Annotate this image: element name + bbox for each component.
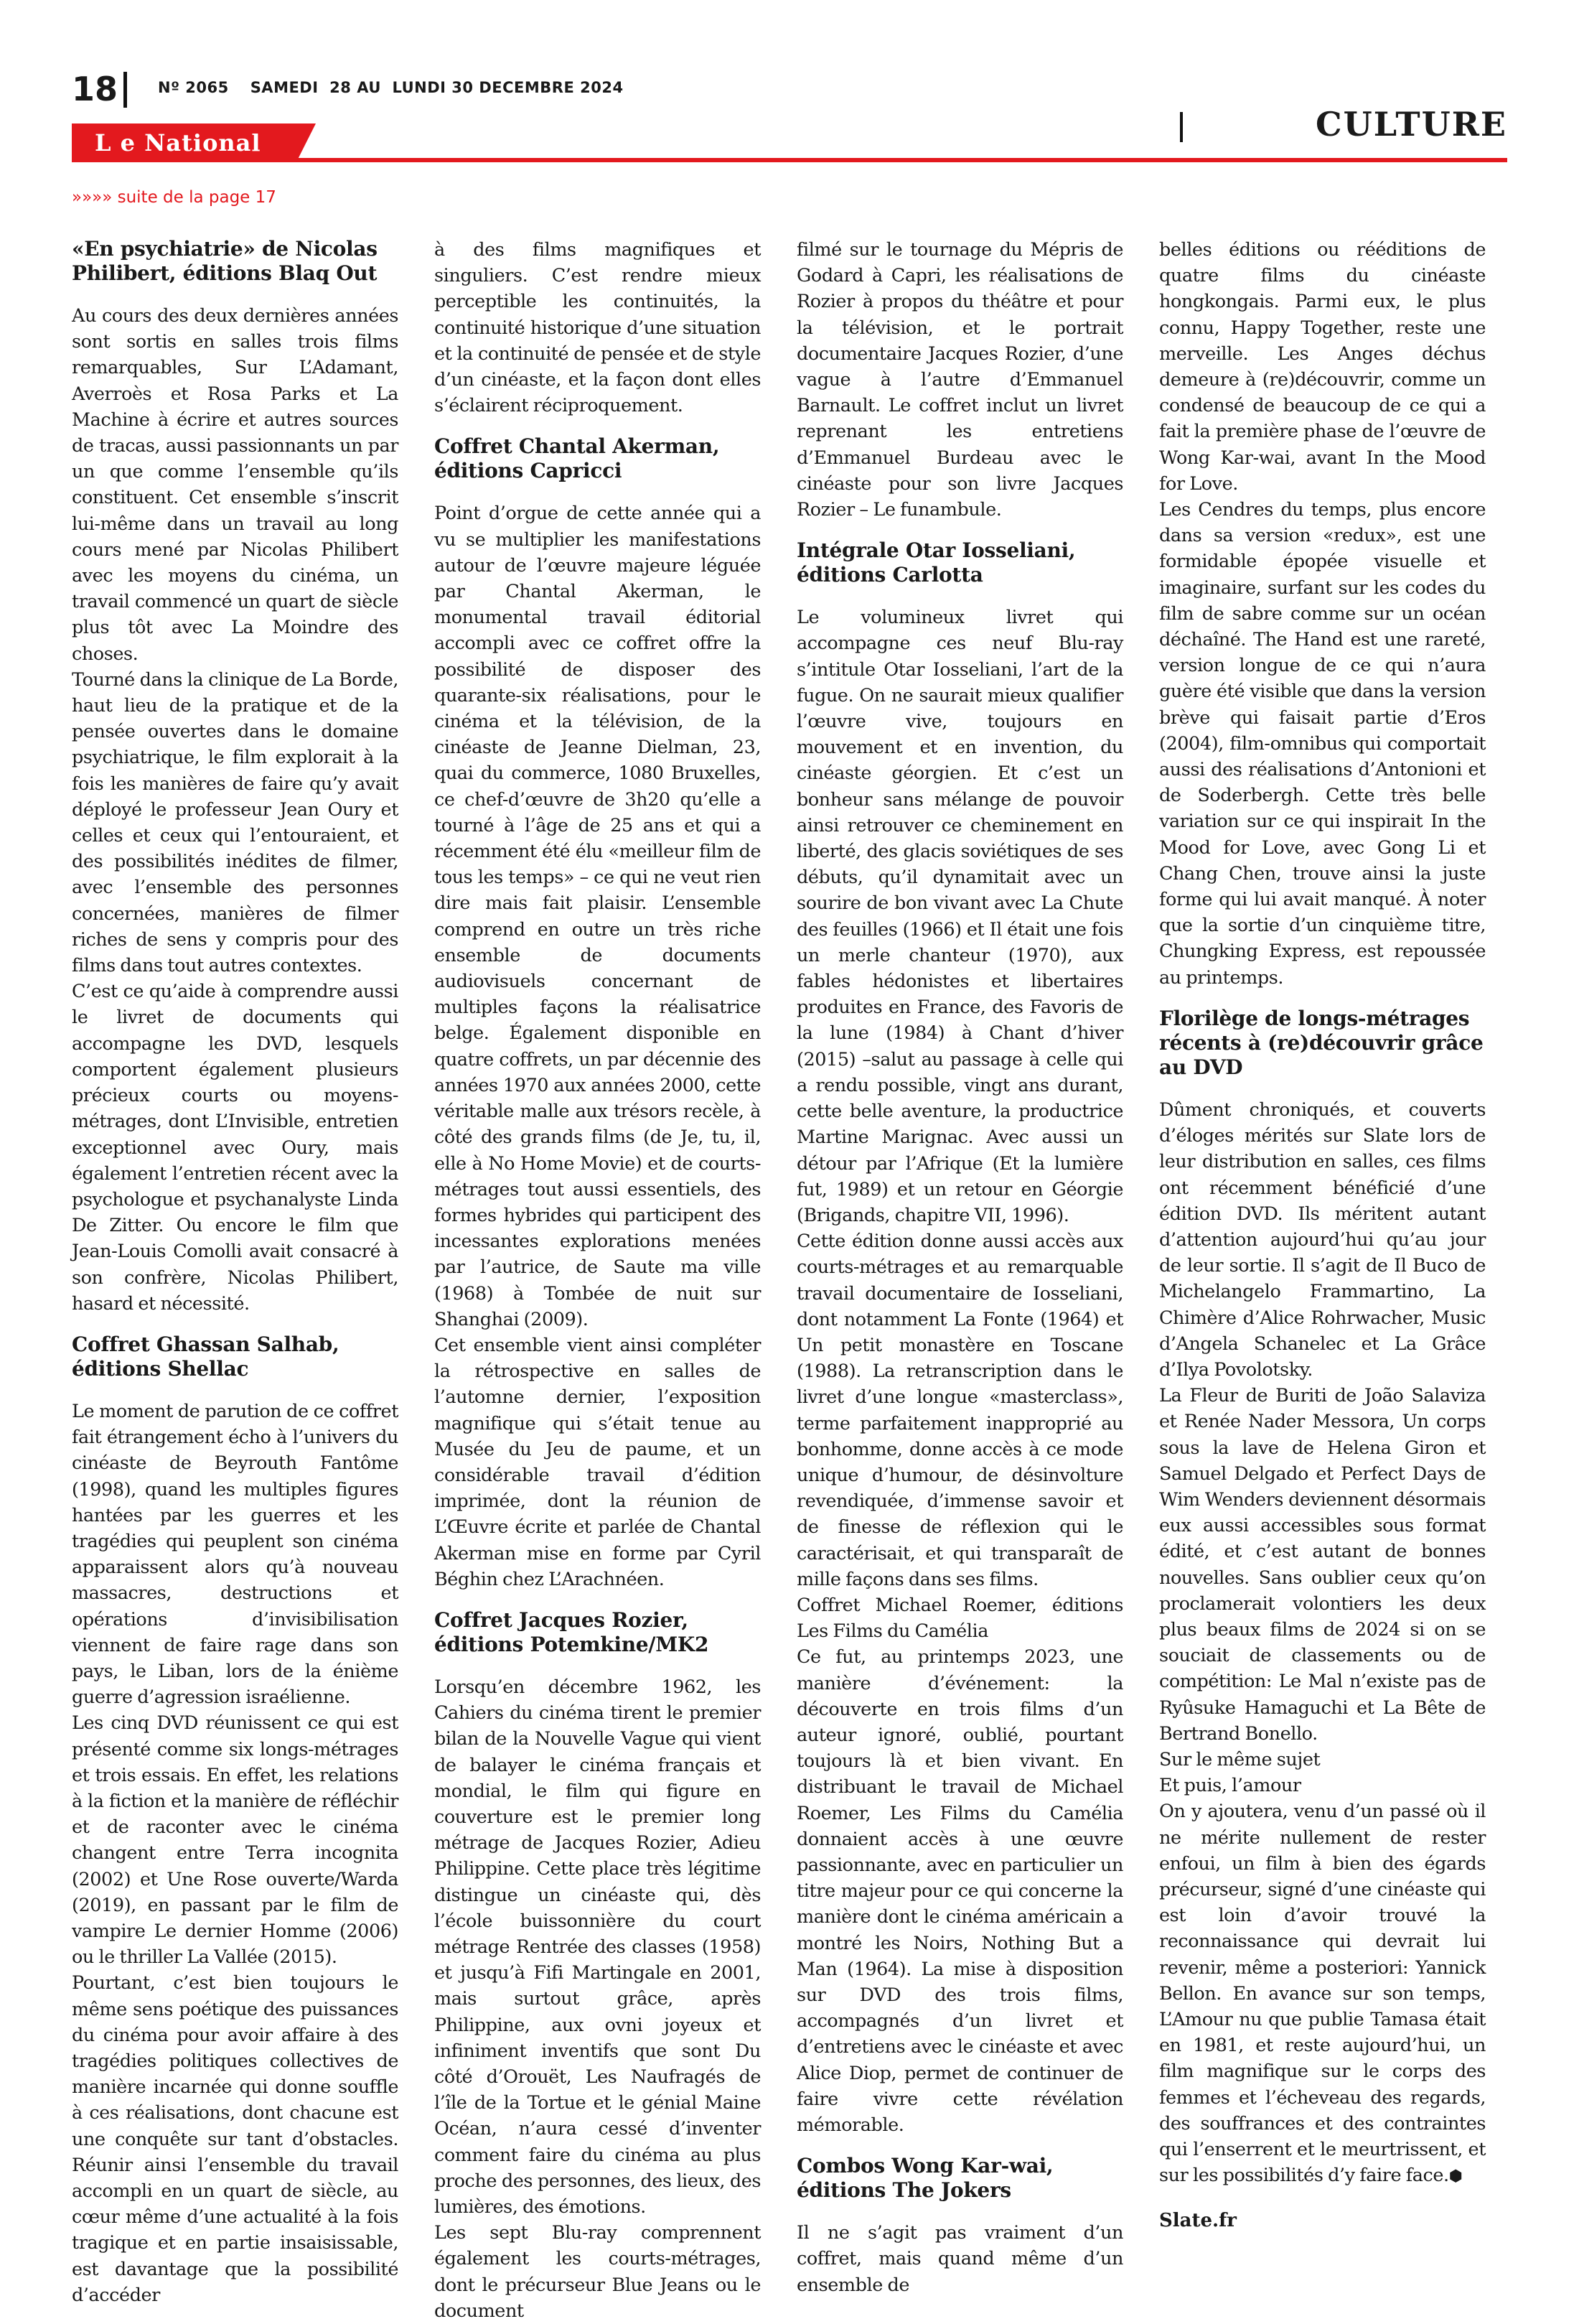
article-column-4: [1159, 237, 1486, 2231]
paragraph: La Fleur de Buriti de João Salaviza et Renée Nader Messora, Un corps sous la lave de Helena Giron et Samuel Delgado et Perfect Days de Wim Wenders deviennent désormais eux aussi accessibles sous format édité, et c’est autant de bonnes nouvelles. Sans oublier ceux qu’on proclamerait volontiers les deux plus beaux films de 2024 si on se souciait de classements ou de compétition: Le Mal n’existe pas de Ryûsuke Hamaguchi et La Bête de Bertrand Bonello.: [1159, 1385, 1486, 1745]
paragraph: Il ne s’agit pas vraiment d’un coffret, mais quand même d’un ensemble de: [797, 2222, 1123, 2296]
article-column-2: [434, 237, 761, 2324]
end-of-article-icon: ⬢: [1448, 2167, 1463, 2186]
paragraph: Point d’orgue de cette année qui a vu se multiplier les manifestations autour de l’œuvre majeure léguée par Chantal Akerman, le monumental travail éditorial accompli avec ce coffret offre la possibilité de disposer des quarante-six réalisations, pour le cinéma et la télévision, de la cinéaste de Jeanne Dielman, 23, quai du commerce, 1080 Bruxelles, ce chef-d’œuvre de 3h20 qu’elle a tourné à l’âge de 25 ans et qui a récemment été élu «meilleur film de tous les temps» – ce qui ne veut rien dire mais fait plaisir. L’ensemble comprend en outre un très riche ensemble de documents audiovisuels concernant de multiples façons la réalisatrice belge. Également disponible en quatre coffrets, un par décennie des années 1970 aux années 2000, cette véritable malle aux trésors recèle, à côté des grands films (de Je, tu, il, elle à No Home Movie) et de courts-métrages tout aussi essentiels, des formes hybrides qui participent des incessantes explorations menées par l’autrice, de Saute ma ville (1968) à Tombée de nuit sur Shanghai (2009).: [434, 503, 761, 1330]
page-number-divider: [123, 72, 127, 108]
paragraph: Les cinq DVD réunissent ce qui est présenté comme six longs-métrages et trois essais. En effet, les relations à la fiction et la manière de réfléchir et de raconter avec le cinéma changent entre Terra incognita (2002) et Une Rose ouverte/Warda (2019), en passant par le film de vampire Le dernier Homme (2006) ou le thriller La Vallée (2015).: [72, 1712, 398, 1969]
issue-line: [158, 79, 645, 96]
section-heading: Combos Wong Kar-wai, éditions The Jokers: [797, 2154, 1054, 2203]
section-heading: Coffret Jacques Rozier, éditions Potemkine/MK2: [434, 1607, 709, 1656]
brand-name: L e National: [95, 129, 261, 157]
paragraph: Pourtant, c’est bien toujours le même sens poétique des puissances du cinéma pour avoir affaire à des tragédies politiques collectives de manière incarnée qui donne souffle à ces réalisations, dont chacune est une conquête sur tant d’obstacles. Réunir ainsi l’ensemble du travail accompli en un quart de siècle, au cœur même d’une actualité à la fois tragique et en partie insaisissable, est davantage que la possibilité d’accéder: [72, 1972, 398, 2306]
issue-date: SAMEDI 28 AU LUNDI 30 DECEMBRE 2024: [250, 79, 624, 96]
paragraph: à des films magnifiques et singuliers. C’est rendre mieux perceptible les continuités, la continuité historique d’une situation et la continuité de pensée et de style d’un cinéaste, et la façon dont elles s’éclairent réciproquement.: [434, 239, 761, 417]
paragraph: belles éditions ou rééditions de quatre films du cinéaste hongkongais. Parmi eux, le plus connu, Happy Together, reste une merveille. Les Anges déchus demeure à (re)découvrir, comme un condensé de beaucoup de ce qui a fait la première phase de l’œuvre de Wong Kar-wai, avant In the Mood for Love.: [1159, 239, 1486, 495]
paragraph: Cet ensemble vient ainsi compléter la rétrospective en salles de l’automne dernier, l’exposition magnifique qui s’était tenue au Musée du Jeu de paume, et un considérable travail d’édition imprimée, dont la réunion de L’Œuvre écrite et parlée de Chantal Akerman mise en forme par Cyril Béghin chez L’Arachnéen.: [434, 1334, 761, 1590]
section-heading: Coffret Ghassan Salhab, éditions Shellac: [72, 1332, 339, 1381]
article-column-3: [797, 237, 1123, 2298]
paragraph: Au cours des deux dernières années sont sortis en salles trois films remarquables, Sur L’Adamant, Averroès et Rosa Parks et La Machine à écrire et autres sources de tracas, aussi passionnants un par un que comme l’ensemble qu’ils constituent. Cet ensemble s’inscrit lui-même dans un travail au long cours mené par Nicolas Philibert avec les moyens du cinéma, un travail commencé un quart de siècle plus tôt avec La Moindre des choses.: [72, 305, 398, 665]
paragraph: Sur le même sujet: [1159, 1748, 1321, 1770]
page-number: 18: [72, 70, 118, 108]
article-column-1: [72, 237, 398, 2308]
section-heading: Intégrale Otar Iosseliani, éditions Carlotta: [797, 538, 1076, 587]
paragraph: Cette édition donne aussi accès aux courts-métrages et au remarquable travail documentaire de Iosseliani, dont notamment La Fonte (1964) et Un petit monastère en Toscane (1988). La retranscription dans le livret d’une longue «masterclass», terme parfaitement inapproprié au bonhomme, donne accès à ce mode unique d’humour, de désinvolture revendiquée, d’immense savoir et de finesse de réflexion qui le caractérisait, et qui transparaît de mille façons dans ses films.: [797, 1231, 1123, 1590]
page-header: [72, 69, 1507, 162]
paragraph: Tourné dans la clinique de La Borde, haut lieu de la pratique et de la pensée ouvertes dans le domaine psychiatrique, le film explorait à la fois les manières de faire qu’y avait déployé le professeur Jean Oury et celles et ceux qui l’entouraient, et des possibilités inédites de filmer, avec l’ensemble des personnes concernées, manières de filmer riches de sens y compris pour des films dans tout autres contextes.: [72, 668, 398, 977]
paragraph: Et puis, l’amour: [1159, 1775, 1301, 1797]
paragraph: Coffret Michael Roemer, éditions Les Films du Camélia: [797, 1594, 1123, 1643]
continued-from-note: »»»» suite de la page 17: [72, 188, 276, 207]
paragraph: C’est ce qu’aide à comprendre aussi le livret de documents qui accompagne les DVD, lesquels comportent également plusieurs précieux courts ou moyens-métrages, dont L’Invisible, entretien exceptionnel avec Oury, mais également l’entretien récent avec la psychologue et psychanalyste Linda De Zitter. Ou encore le film que Jean-Louis Comolli avait consacré à son confrère, Nicolas Philibert, hasard et nécessité.: [72, 981, 398, 1315]
section-heading: Coffret Chantal Akerman, éditions Capricci: [434, 434, 720, 483]
paragraph: Le moment de parution de ce coffret fait étrangement écho à l’univers du cinéaste de Beyrouth Fantôme (1998), quand les multiples figures hantées par les guerres et les tragédies qui peuplent son cinéma apparaissent alors qu’à nouveau massacres, destructions et opérations d’invisibilisation viennent de faire rage dans son pays, le Liban, lors de la énième guerre d’agression israélienne.: [72, 1400, 398, 1709]
issue-number: Nº 2065: [158, 79, 229, 96]
section-heading: Florilège de longs-métrages récents à (re)découvrir grâce au DVD: [1159, 1006, 1484, 1079]
paragraph: On y ajoutera, venu d’un passé où il ne mérite nullement de rester enfoui, un film à bien des égards précurseur, signé d’une cinéaste qui est loin d’avoir trouvé la reconnaissance qui devrait lui revenir, même a posteriori: Yannick Bellon. En avance sur son temps, L’Amour nu que publie Tamasa était en 1981, et reste aujourd’hui, un film magnifique sur le corps des femmes et l’écheveau des regards, des souffrances et des contraintes qui l’enserrent et le meurtrissent, et sur les possibilités d’y faire face.⬢: [1159, 1801, 1486, 2187]
paragraph: Les sept Blu-ray comprennent également les courts-métrages, dont le précurseur Blue Jeans ou le document: [434, 2222, 761, 2322]
paragraph: filmé sur le tournage du Mépris de Godard à Capri, les réalisations de Rozier à propos du théâtre et pour la télévision, et le portrait documentaire Jacques Rozier, d’une vague à l’autre d’Emmanuel Barnault. Le coffret inclut un livret reprenant les entretiens d’Emmanuel Burdeau avec le cinéaste pour son livre Jacques Rozier – Le funambule.: [797, 239, 1123, 521]
paragraph: Lorsqu’en décembre 1962, les Cahiers du cinéma tirent le premier bilan de la Nouvelle Vague qui vient de balayer le cinéma français et mondial, le film qui figure en couverture est le premier long métrage de Jacques Rozier, Adieu Philippine. Cette place très légitime distingue un cinéaste qui, dès l’école buissonnière du court métrage Rentrée des classes (1958) et jusqu’à Fifi Martingale en 2001, mais surtout grâce, après Philippine, aux ovni joyeux et infiniment inventifs que sont Du côté d’Orouët, Les Naufragés de l’île de la Tortue et le génial Maine Océan, n’aura cessé d’inventer comment faire du cinéma au plus proche des personnes, des lieux, des lumières, des émotions.: [434, 1676, 761, 2218]
paragraph: Le volumineux livret qui accompagne ces neuf Blu-ray s’intitule Otar Iosseliani, l’art de la fugue. On ne saurait mieux qualifier l’œuvre vive, toujours en mouvement et en invention, du cinéaste géorgien. Et c’est un bonheur sans mélange de pouvoir ainsi retrouver ce cheminement en liberté, des glacis soviétiques de ses débuts, qu’il dynamitait avec un sourire de bon vivant avec La Chute des feuilles (1966) et Il était une fois un merle chanteur (1970), aux fables hédonistes et libertaires produites en France, des Favoris de la lune (1984) à Chant d’hiver (2015) –salut au passage à celle qui a rendu possible, vingt ans durant, cette belle aventure, la productrice Martine Marignac. Avec aussi un détour par l’Afrique (Et la lumière fut, 1989) et un retour en Géorgie (Brigands, chapitre VII, 1996).: [797, 607, 1123, 1226]
section-title: CULTURE: [1316, 105, 1507, 144]
paragraph: Ce fut, au printemps 2023, une manière d’événement: la découverte en trois films d’un auteur ignoré, oublié, pourtant toujours là et bien vivant. En distribuant le travail de Michael Roemer, Les Films du Camélia donnaient accès à une œuvre passionnante, avec en particulier un titre majeur pour ce qui concerne la manière dont le cinéma américain a montré les Noirs, Nothing But a Man (1964). La mise à disposition sur DVD des trois films, accompagnés d’un livret et d’entretiens avec le cinéaste et avec Alice Diop, permet de continuer de faire vivre cette révélation mémorable.: [797, 1646, 1123, 2137]
section-divider: [1180, 112, 1183, 142]
paragraph: Dûment chroniqués, et couverts d’éloges mérités sur Slate lors de leur distribution en salles, ces films ont récemment bénéficié d’une édition DVD. Ils méritent autant d’attention aujourd’hui qu’au jour de leur sortie. Il s’agit de Il Buco de Michelangelo Frammartino, La Chimère d’Alice Rohrwacher, Music d’Angela Schanelec et La Grâce d’Ilya Povolotsky.: [1159, 1098, 1486, 1381]
source-credit: Slate.fr: [1159, 2210, 1237, 2232]
paragraph: Les Cendres du temps, plus encore dans sa version «redux», est une formidable épopée visuelle et imaginaire, surfant sur les codes du film de sabre comme sur un océan déchaîné. The Hand est une rareté, version longue de ce qui n’aura guère été visible que dans la version brève qui faisait partie d’Eros (2004), film-omnibus qui comportait aussi des réalisations d’Antonioni et de Soderbergh. Cette très belle variation sur ce qui inspirait In the Mood for Love, avec Gong Li et Chang Chen, trouve ainsi la juste forme qui lui avait manqué. À noter que la sortie d’un cinquième titre, Chungking Express, est repoussée au printemps.: [1159, 499, 1486, 989]
section-heading: «En psychiatrie» de Nicolas Philibert, éditions Blaq Out: [72, 237, 378, 285]
